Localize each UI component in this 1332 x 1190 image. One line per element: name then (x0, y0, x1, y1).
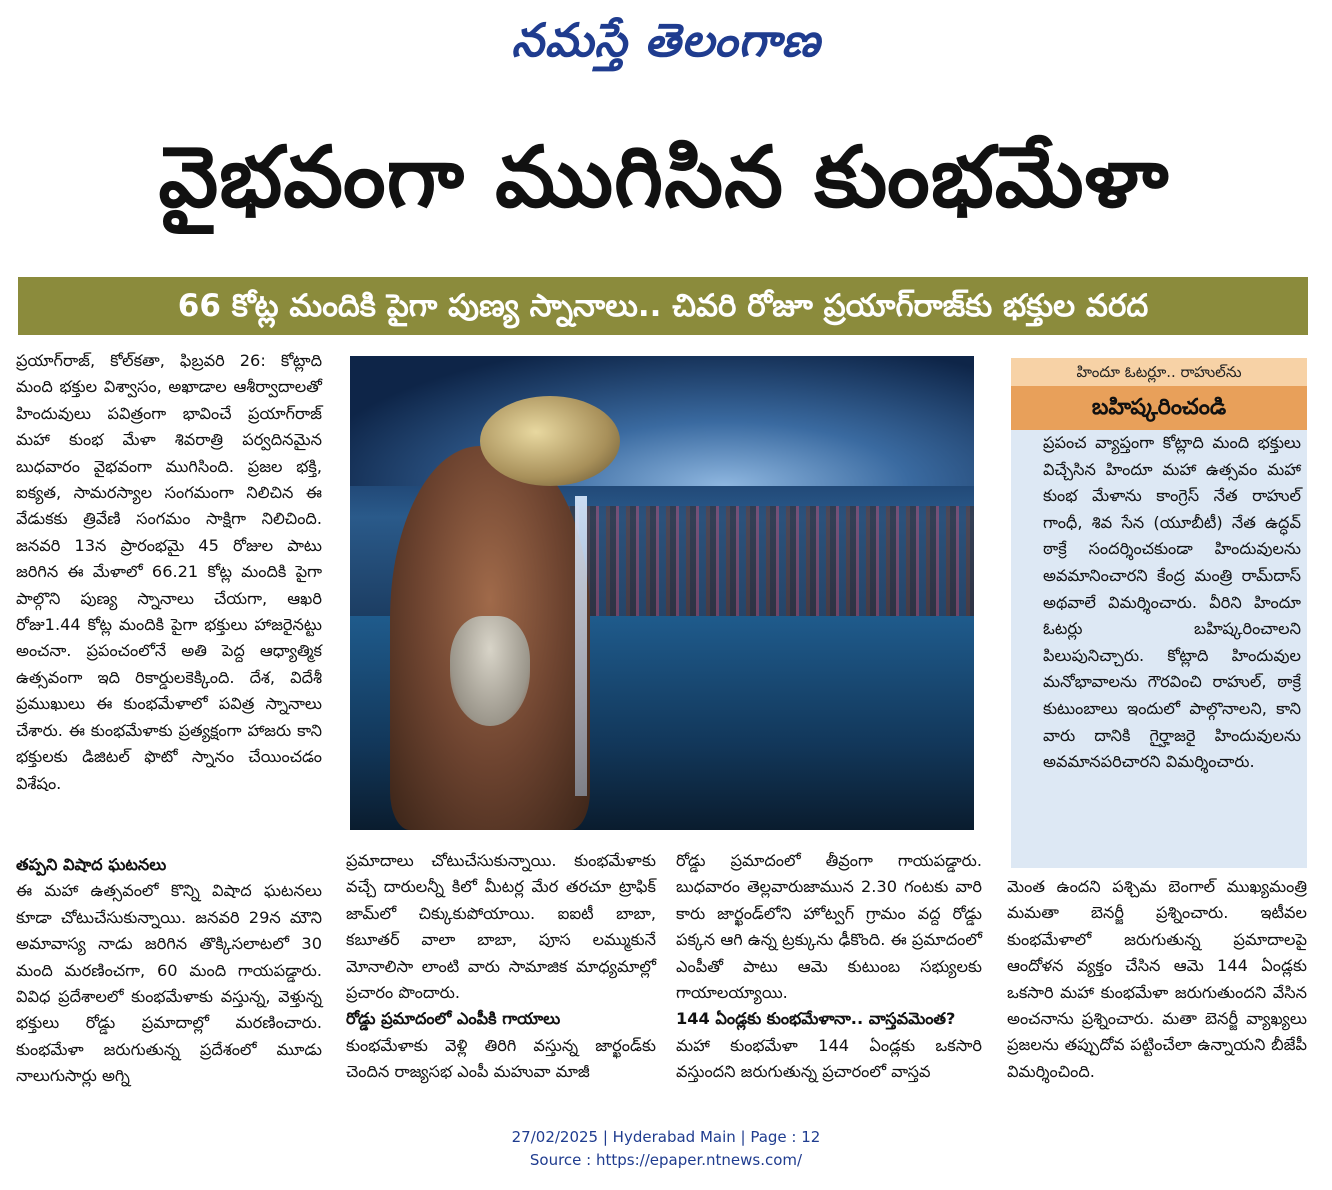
article-column-1 (16, 348, 322, 797)
sidebar-body: ప్రపంచ వ్యాప్తంగా కోట్లాది మంది భక్తులు విచ్చేసిన హిందూ మహా ఉత్సవం మహా కుంభ మేళాను కాంగ్రెస్ నేత రాహుల్ గాంధీ, శివ సేన (యూబీటీ) నేత ఉద్ధవ్ ఠాక్రే సందర్శించకుండా హిందువులను అవమానించారని కేంద్ర మంత్రి రామ్‌దాస్ అథవాలే విమర్శించారు. వీరిని హిందూ ఓటర్లు బహిష్కరించాలని పిలుపునిచ్చారు. కోట్లాది హిందువుల మనోభావాలను గౌరవించి రాహుల్, ఠాక్రే కుటుంబాలు ఇందులో పాల్గొనాలని, కాని వారు దానికి గైర్హాజరై హిందువులను అవమానపరిచారని విమర్శించారు. (1043, 433, 1301, 772)
article-column-2 (346, 848, 656, 1086)
kumbh-mela-photo (350, 356, 974, 830)
column-1-subhead: తప్పని విషాద ఘటనలు (16, 855, 167, 874)
footer-date-edition: 27/02/2025 | Hyderabad Main | Page : 12 (511, 1128, 821, 1146)
photo-beard (450, 616, 530, 726)
column-3-body: రోడ్డు ప్రమాదంలో తీవ్రంగా గాయపడ్డారు. బుధవారం తెల్లవారుజామున 2.30 గంటకు వారి కారు జార్ఖండ్‌లోని హోట్వగ్ గ్రామం వద్ద రోడ్డు పక్కన ఆగి ఉన్న ట్రక్కును ఢీకొంది. ఈ ప్రమాదంలో ఎంపీతో పాటు ఆమె కుటుంబ సభ్యులకు గాయాలయ్యాయి. (676, 851, 982, 1003)
newspaper-masthead: నమస్తే తెలంగాణ (511, 13, 821, 67)
article-column-1-lower (16, 852, 322, 1090)
article-column-3 (676, 848, 982, 1086)
sidebar-title: బహిష్కరించండి (1011, 386, 1307, 430)
column-1-body: ప్రయాగ్‌రాజ్, కోల్‌కతా, ఫిబ్రవరి 26: కోట్లాది మంది భక్తుల విశ్వాసం, అఖాడాల ఆశీర్వాదాలతో హిందువులు పవిత్రంగా భావించే ప్రయాగ్‌రాజ్ మహా కుంభ మేళా శివరాత్రి పర్వదినమైన బుధవారం వైభవంగా ముగిసింది. ప్రజల భక్తి, ఐక్యత, సామరస్యాల సంగమంగా నిలిచిన ఈ వేడుకకు త్రివేణి సంగమం సాక్షిగా నిలిచింది. జనవరి 13న ప్రారంభమై 45 రోజుల పాటు జరిగిన ఈ మేళాలో 66.21 కోట్ల మందికి పైగా పాల్గొని పుణ్య స్నానాలు చేయగా, ఆఖరి రోజు1.44 కోట్ల మందికి పైగా భక్తులు హాజరైనట్టు అంచనా. ప్రపంచంలోనే అతి పెద్ద ఆధ్యాత్మిక ఉత్సవంగా ఇది రికార్డులకెక్కింది. దేశ, విదేశీ ప్రముఖులు ఈ కుంభమేళాలో పవిత్ర స్నానాలు చేశారు. ఈ కుంభమేళాకు ప్రత్యక్షంగా హాజరు కాని భక్తులకు డిజిటల్ ఫొటో స్నానం చేయించడం విశేషం. (16, 351, 322, 793)
article-column-4 (1007, 874, 1307, 1085)
column-2-body: ప్రమాదాలు చోటుచేసుకున్నాయి. కుంభమేళాకు వచ్చే దారులన్నీ కిలో మీటర్ల మేర తరచూ ట్రాఫిక్ జామ్‌లో చిక్కుకుపోయాయి. ఐఐటీ బాబా, కబూతర్ వాలా బాబా, పూస లమ్ముకునే మోనాలిసా లాంటి వారు సామాజిక మాధ్యమాల్లో ప్రచారం పొందారు. (346, 851, 656, 1003)
sidebar-kicker: హిందూ ఓటర్లూ.. రాహుల్‌ను (1011, 358, 1307, 386)
column-4-body: మెంత ఉందని పశ్చిమ బెంగాల్ ముఖ్యమంత్రి మమతా బెనర్జీ ప్రశ్నించారు. ఇటీవల కుంభమేళాలో జరుగుతున్న ప్రమాదాలపై ఆందోళన వ్యక్తం చేసిన ఆమె 144 ఏండ్లకు ఒకసారి మహా కుంభమేళా జరుగుతుందని వేసిన అంచనాను ప్రశ్నించారు. మతా బెనర్జీ వ్యాఖ్యలు ప్రజలను తప్పుదోవ పట్టించేలా ఉన్నాయని బీజేపీ విమర్శించింది. (1007, 877, 1307, 1081)
column-1-body-2: ఈ మహా ఉత్సవంలో కొన్ని విషాద ఘటనలు కూడా చోటుచేసుకున్నాయి. జనవరి 29న మౌని అమావాస్య నాడు జరిగిన తొక్కిసలాటలో 30 మంది మరణించగా, 60 మంది గాయపడ్డారు. వివిధ ప్రదేశాలలో కుంభమేళాకు వస్తున్న, వెళ్తున్న భక్తులు రోడ్డు ప్రమాదాల్లో మరణించారు. కుంభమేళా జరుగుతున్న ప్రదేశంలో మూడు నాలుగుసార్లు అగ్ని (16, 881, 322, 1086)
column-2-subhead: రోడ్డు ప్రమాదంలో ఎంపీకి గాయాలు (346, 1009, 561, 1029)
photo-water-pot (480, 396, 620, 486)
photo-water-stream (575, 496, 587, 796)
page-footer (0, 1126, 1332, 1172)
footer-source: Source : https://epaper.ntnews.com/ (529, 1151, 803, 1169)
column-3-subhead: 144 ఏండ్లకు కుంభమేళానా.. వాస్తవమెంత? (676, 1009, 956, 1029)
column-2-body-2: కుంభమేళాకు వెళ్లి తిరిగి వస్తున్న జార్ఖండ్‌కు చెందిన రాజ్యసభ ఎంపీ మహువా మాజీ (346, 1035, 656, 1082)
page-headline: వైభవంగా ముగిసిన కుంభమేళా (158, 128, 1170, 226)
subheadline-bar: 66 కోట్ల మందికి పైగా పుణ్య స్నానాలు.. చివరి రోజూ ప్రయాగ్‌రాజ్‌కు భక్తుల వరద (18, 277, 1308, 335)
sidebar-box (1011, 358, 1307, 868)
column-3-body-2: మహా కుంభమేళా 144 ఏండ్లకు ఒకసారి వస్తుందని జరుగుతున్న ప్రచారంలో వాస్తవ (676, 1035, 982, 1082)
